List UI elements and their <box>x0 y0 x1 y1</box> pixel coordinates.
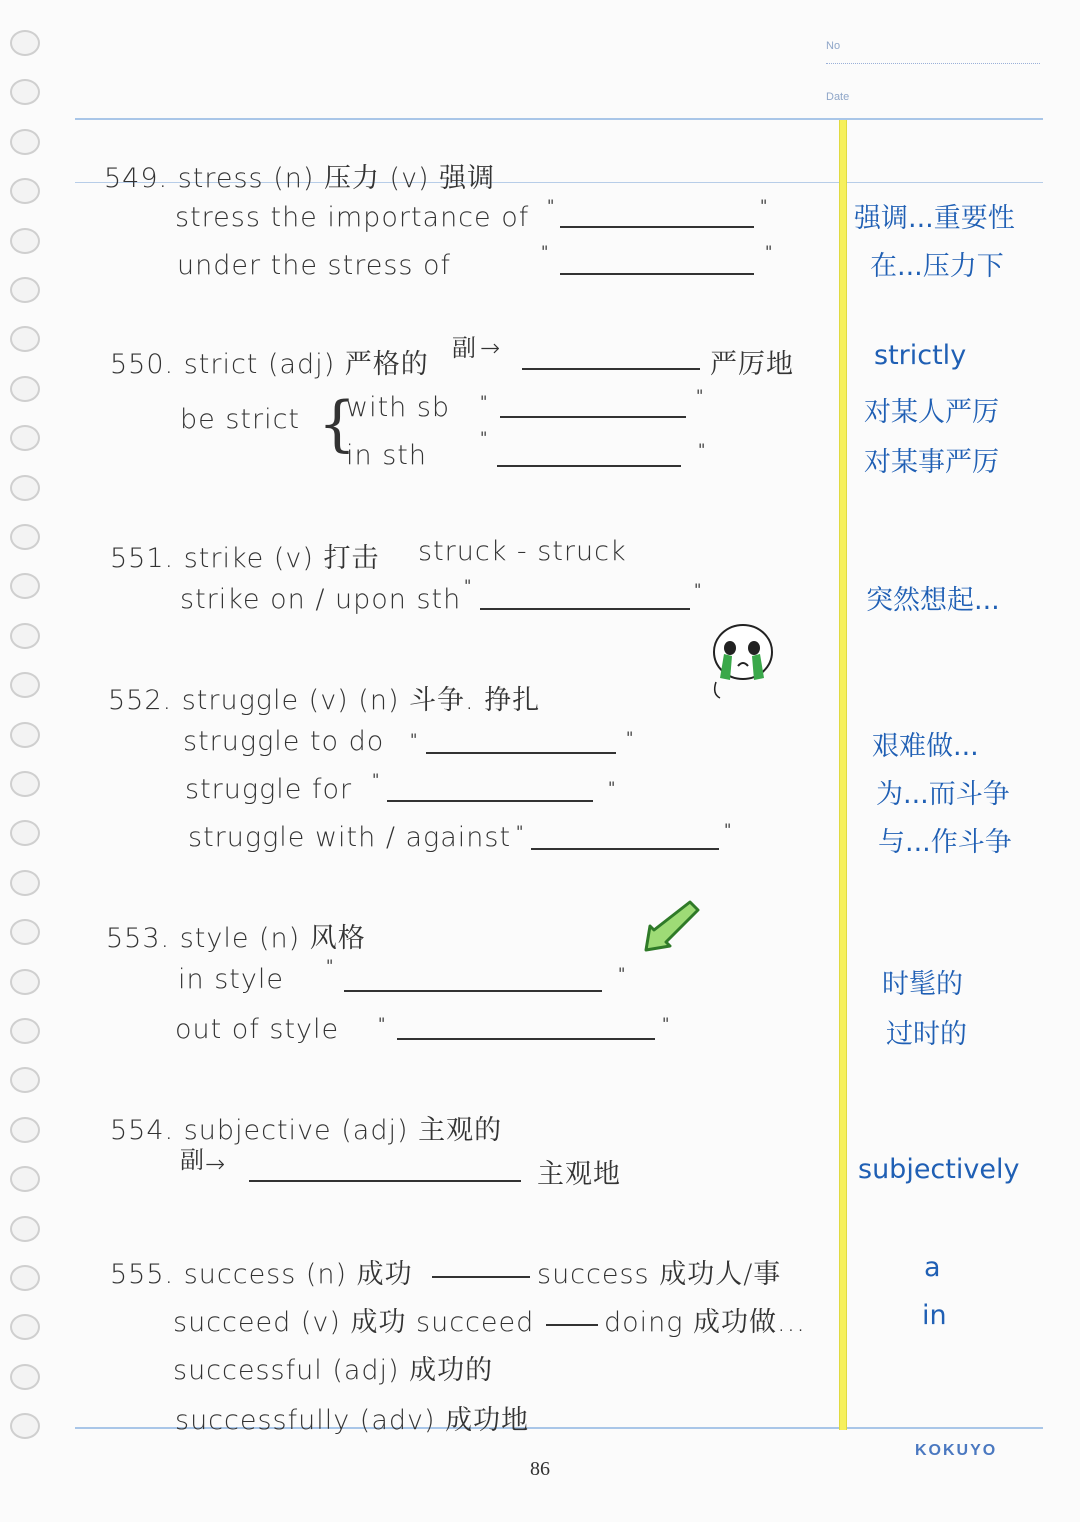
entry-555-head: 555. success (n) 成功 <box>110 1259 413 1290</box>
answer-555-2: in <box>922 1300 947 1331</box>
entry-552-line2: struggle for <box>185 774 353 805</box>
brand-logo: KOKUYO <box>915 1442 998 1459</box>
binder-hole <box>10 475 40 501</box>
binder-hole <box>10 870 40 896</box>
binder-hole <box>10 376 40 402</box>
entry-555-line2b: doing 成功做... <box>604 1307 806 1338</box>
quote-mark: " <box>464 576 472 595</box>
blank-554-1 <box>249 1180 521 1182</box>
blank-550-2 <box>500 416 686 418</box>
answer-552-2: 为...而斗争 <box>876 779 1010 810</box>
arrow-glyph: → <box>480 334 502 362</box>
binder-hole <box>10 672 40 698</box>
quote-mark: " <box>760 196 768 215</box>
blank-550-1 <box>522 368 700 370</box>
binder-hole <box>10 30 40 56</box>
entry-553-line1: in style <box>178 964 284 995</box>
adverb-mark: 副 <box>180 1146 205 1174</box>
date-label: Date <box>826 91 850 103</box>
blank-549-2 <box>560 273 754 275</box>
quote-mark: " <box>696 386 704 405</box>
margin-line <box>839 120 847 1430</box>
entry-551-forms: struck - struck <box>418 536 627 567</box>
entry-553-line2: out of style <box>175 1014 340 1045</box>
quote-mark: " <box>765 242 773 261</box>
entry-555-line4: successfully (adv) 成功地 <box>175 1405 530 1436</box>
answer-551-1: 突然想起... <box>866 585 1000 616</box>
binder-hole <box>10 820 40 846</box>
binder-hole <box>10 326 40 352</box>
page-number: 86 <box>530 1458 550 1480</box>
crying-face-icon <box>708 622 778 702</box>
quote-mark: " <box>724 820 732 839</box>
entry-549-line1: stress the importance of <box>175 202 530 233</box>
entry-554-head: 554. subjective (adj) 主观的 <box>110 1115 503 1146</box>
answer-550-1: strictly <box>874 340 967 371</box>
blank-552-3 <box>531 848 719 850</box>
answer-552-3: 与...作斗争 <box>878 827 1012 858</box>
entry-555-line2a: succeed (v) 成功 succeed <box>173 1307 535 1338</box>
binder-hole <box>10 1314 40 1340</box>
quote-mark: " <box>626 728 634 747</box>
quote-mark: " <box>516 822 524 841</box>
no-label: No <box>826 40 841 52</box>
blank-553-2 <box>397 1038 655 1040</box>
binder-hole <box>10 1117 40 1143</box>
answer-554-1: subjectively <box>858 1154 1020 1185</box>
top-rule <box>75 118 1043 120</box>
answer-550-3: 对某事严厉 <box>864 447 999 478</box>
binder-hole <box>10 1265 40 1291</box>
binder-hole <box>10 623 40 649</box>
binder-hole <box>10 722 40 748</box>
quote-mark: " <box>480 392 488 411</box>
binder-hole <box>10 425 40 451</box>
entry-552-line1: struggle to do <box>183 726 385 757</box>
quote-mark: " <box>372 770 380 789</box>
binder-hole <box>10 1018 40 1044</box>
quote-mark: " <box>608 778 616 797</box>
quote-mark: " <box>541 242 549 261</box>
entry-551-head: 551. strike (v) 打击 <box>110 543 380 574</box>
quote-mark: " <box>662 1014 670 1033</box>
entry-555-head-tail: success 成功人/事 <box>537 1259 782 1290</box>
blank-551-1 <box>480 608 690 610</box>
entry-552-line3: struggle with / against <box>188 822 512 853</box>
blank-550-3 <box>497 465 681 467</box>
binder-hole <box>10 919 40 945</box>
arrow-glyph: → <box>205 1150 227 1178</box>
answer-550-2: 对某人严厉 <box>864 397 999 428</box>
no-field-line <box>826 63 1040 64</box>
answer-552-1: 艰难做... <box>872 731 979 762</box>
quote-mark: " <box>480 428 488 447</box>
binder-hole <box>10 129 40 155</box>
entry-553-head: 553. style (n) 风格 <box>106 923 366 954</box>
arrow-doodle-icon <box>640 896 700 956</box>
binder-hole <box>10 1413 40 1439</box>
entry-550-be-strict: be strict <box>180 404 301 435</box>
quote-mark: " <box>547 196 555 215</box>
quote-mark: " <box>378 1014 386 1033</box>
answer-549-2: 在...压力下 <box>870 251 1004 282</box>
blank-555-1 <box>432 1276 530 1278</box>
binder-hole <box>10 969 40 995</box>
answer-555-1: a <box>924 1252 941 1283</box>
entry-550-in-sth: in sth <box>346 440 427 471</box>
entry-550-with-sb: with sb <box>346 392 451 423</box>
entry-550-head: 550. strict (adj) 严格的 <box>110 349 429 380</box>
blank-552-1 <box>426 752 616 754</box>
binder-hole <box>10 79 40 105</box>
adverb-mark: 副 <box>452 334 477 362</box>
entry-552-head: 552. struggle (v) (n) 斗争. 挣扎 <box>108 685 541 716</box>
binder-hole <box>10 1067 40 1093</box>
quote-mark: " <box>694 580 702 599</box>
answer-549-1: 强调...重要性 <box>854 203 1015 234</box>
entry-551-line1: strike on / upon sth <box>180 584 462 615</box>
binder-hole <box>10 1216 40 1242</box>
brace: { <box>318 389 357 459</box>
binder-hole <box>10 277 40 303</box>
blank-552-2 <box>387 800 593 802</box>
binder-hole <box>10 524 40 550</box>
binder-hole <box>10 228 40 254</box>
binder-hole <box>10 1364 40 1390</box>
entry-549-head: 549. stress (n) 压力 (v) 强调 <box>104 163 496 194</box>
quote-mark: " <box>618 964 626 983</box>
entry-555-line3: successful (adj) 成功的 <box>173 1355 494 1386</box>
blank-553-1 <box>344 990 602 992</box>
binder-hole <box>10 573 40 599</box>
binder-hole <box>10 1166 40 1192</box>
binder-hole <box>10 178 40 204</box>
blank-549-1 <box>560 226 754 228</box>
entry-554-adv-suffix: 主观地 <box>537 1159 621 1190</box>
binder-holes <box>10 30 46 1490</box>
entry-549-line2: under the stress of <box>177 250 452 281</box>
binder-hole <box>10 771 40 797</box>
answer-553-2: 过时的 <box>886 1019 967 1050</box>
quote-mark: " <box>698 440 706 459</box>
quote-mark: " <box>326 956 334 975</box>
quote-mark: " <box>410 730 418 749</box>
answer-553-1: 时髦的 <box>882 969 963 1000</box>
blank-555-2 <box>546 1324 598 1326</box>
entry-550-adv-suffix: 严厉地 <box>710 349 794 380</box>
